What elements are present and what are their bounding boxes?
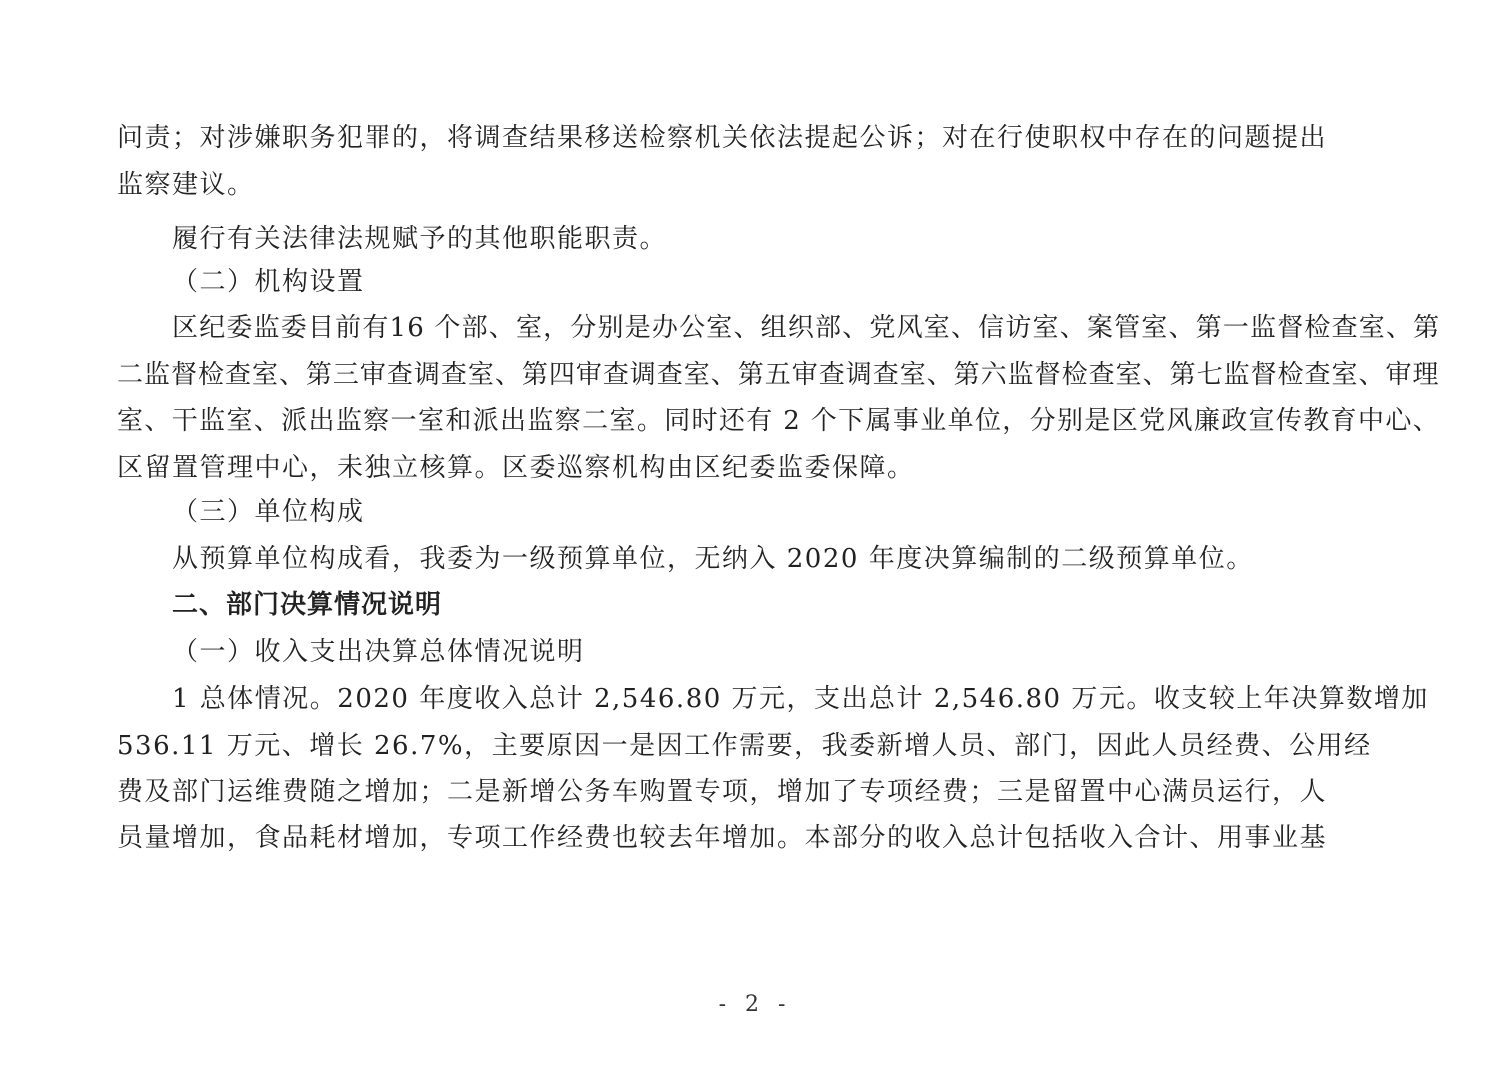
paragraph-line: 监察建议。 [117,170,255,200]
paragraph-line: 区纪委监委目前有16 个部、室，分别是办公室、组织部、党风室、信访室、案管室、第一监督检查室、第 [172,313,1441,343]
paragraph-line: 问责；对涉嫌职务犯罪的，将调查结果移送检察机关依法提起公诉；对在行使职权中存在的问题提出 [117,123,1328,153]
paragraph-line: 从预算单位构成看，我委为一级预算单位，无纳入 2020 年度决算编制的二级预算单位。 [172,544,1254,574]
paragraph-line: 区留置管理中心，未独立核算。区委巡察机构由区纪委监委保障。 [117,453,915,483]
paragraph-line: 536.11 万元、增长 26.7%，主要原因一是因工作需要，我委新增人员、部门，因此人员经费、公用经 [117,731,1372,761]
section-heading-unit: （三）单位构成 [172,497,365,527]
paragraph-line: 员量增加，食品耗材增加，专项工作经费也较去年增加。本部分的收入总计包括收入合计、用事业基 [117,823,1328,853]
paragraph-line: 1 总体情况。2020 年度收入总计 2,546.80 万元，支出总计 2,546.80 万元。收支较上年决算数增加 [172,684,1429,714]
paragraph-line: 二监督检查室、第三审查调查室、第四审查调查室、第五审查调查室、第六监督检查室、第七监督检查室、审理 [117,360,1440,390]
paragraph-line: 费及部门运维费随之增加；二是新增公务车购置专项，增加了专项经费；三是留置中心满员运行，人 [117,777,1328,807]
section-heading-2: 二、部门决算情况说明 [172,590,443,620]
subsection-heading-1: （一）收入支出决算总体情况说明 [172,637,585,667]
paragraph-line: 室、干监室、派出监察一室和派出监察二室。同时还有 2 个下属事业单位，分别是区党风廉政宣传教育中心、 [117,406,1441,436]
paragraph-line: 履行有关法律法规赋予的其他职能职责。 [172,224,668,254]
section-heading-org: （二）机构设置 [172,267,365,297]
page-number: - 2 - [718,992,792,1017]
